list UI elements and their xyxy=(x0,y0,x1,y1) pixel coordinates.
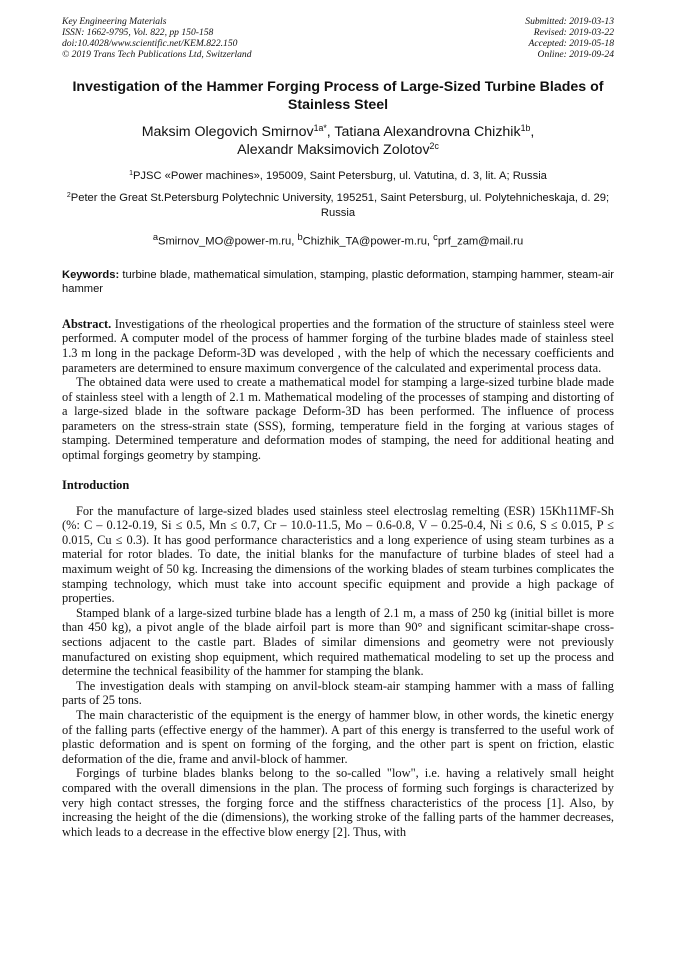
journal-info xyxy=(62,16,252,60)
author-name: Alexandr Maksimovich Zolotov xyxy=(237,142,430,158)
author-affiliation-mark: 1a* xyxy=(313,123,327,134)
email-mark: c xyxy=(433,232,438,242)
affiliation-mark: 1 xyxy=(129,170,133,178)
journal-name: Key Engineering Materials xyxy=(62,16,167,27)
abstract-paragraph xyxy=(62,317,614,375)
author-affiliation-mark: 2c xyxy=(429,141,439,152)
email-link[interactable]: Chizhik_TA@power-m.ru, xyxy=(302,235,434,248)
author-name: Tatiana Alexandrovna Chizhik xyxy=(334,124,521,140)
author-list xyxy=(62,123,614,159)
paper-page xyxy=(62,16,614,839)
body-paragraph: The investigation deals with stamping on anvil-block steam-air stamping hammer with a mass of falling parts of 25 tons. xyxy=(62,678,614,708)
section-heading-introduction: Introduction xyxy=(62,477,130,492)
affiliation-text: PJSC «Power machines», 195009, Saint Petersburg, ul. Vatutina, d. 3, lit. A; Russia xyxy=(132,170,547,182)
body-paragraph: The main characteristic of the equipment is the energy of hammer blow, in other words, the kinetic energy of the falling parts (effective energy of the hammer). A part of this energy is transferred to the useful work of plastic deformation and is spent on forming of the forging, and the other part is spent on friction, elastic deformation of the die, frame and anvil-block of hammer. xyxy=(62,707,614,766)
abstract-paragraph: The obtained data were used to create a mathematical model for stamping a large-sized turbine blade made of stainless steel with a length of 2.1 m. Mathematical modeling of the processes of stamping and distorting of a large-sized blade in the software package Deform-3D has been performed. The influence of process parameters on the stress-strain state (SSS), forming, temperature field in the forging at various stages of stamping. Determined temperature and deformation modes of stamping, the need for additional heating and optimal forgings geometry by stamping. xyxy=(62,375,614,463)
journal-doi: doi:10.4028/www.scientific.net/KEM.822.150 xyxy=(62,38,238,49)
journal-copyright: © 2019 Trans Tech Publications Ltd, Switzerland xyxy=(62,49,252,60)
author-name: Maksim Olegovich Smirnov xyxy=(141,124,314,140)
author-affiliation-mark: 1b xyxy=(520,123,531,134)
paper-title: Investigation of the Hammer Forging Process of Large-Sized Turbine Blades of Stainless Steel xyxy=(72,79,604,113)
email-mark: a xyxy=(152,232,159,242)
body-paragraph: For the manufacture of large-sized blades used stainless steel electroslag remelting (ESR) 15Kh11MF-Sh (%: C – 0.12-0.19, Si ≤ 0.5, Mn ≤ 0.7, Cr – 10.0-11.5, Mo – 0.6-0.8, V – 0.25-0.4, Ni ≤ 0.6, S ≤ 0.015, P ≤ 0.015, Cu ≤ 0.3). It has good performance characteristics and a long experience of using steam turbines as a material for rotor blades. To date, the initial blanks for the manufacture of turbine blades of steel had a maximum weight of 50 kg. Increasing the dimensions of the working blades of steam turbines complicates the stamping technology, which must take into account specific equipment and provide a high package of properties. xyxy=(62,503,614,606)
email-link[interactable]: prf_zam@mail.ru xyxy=(437,235,524,248)
date-online: Online: 2019-09-24 xyxy=(537,49,614,60)
email-link[interactable]: Smirnov_MO@power-m.ru, xyxy=(158,235,298,248)
author-emails xyxy=(62,230,614,250)
keywords xyxy=(62,268,614,296)
body-paragraph: Stamped blank of a large-sized turbine blade has a length of 2.1 m, a mass of 250 kg (initial billet is more than 450 kg), a pivot angle of the blade airfoil part is more than 90° and significant scimitar-shape cross-sections adjacent to the castle part. Blades of similar dimensions and geometry were not previously manufactured on existing shop equipment, which required mathematical modeling to set up the process and determine the technical feasibility of the hammer for stamping the blank. xyxy=(62,605,614,679)
date-submitted: Submitted: 2019-03-13 xyxy=(525,16,614,27)
email-mark: b xyxy=(297,232,303,242)
keywords-label: Keywords: xyxy=(62,268,120,281)
affiliation xyxy=(62,191,614,221)
abstract-label: Abstract. xyxy=(62,316,112,331)
abstract-text: Investigations of the rheological properties and the formation of the structure of stainless steel were performed. A computer model of the process of hammer forging of the turbine blades made of stainless steel 1.3 m long in the package Deform-3D was developed , with the help of which the necessary coefficients and parameters are determined to ensure maximum convergence of the calculated and experimental process data. xyxy=(62,316,614,375)
date-revised: Revised: 2019-03-22 xyxy=(533,27,614,38)
body-paragraph: Forgings of turbine blades blanks belong to the so-called "low", i.e. having a relatively small height compared with the overall dimensions in the plan. The process of forming such forgings is characterized by very high contact stresses, the forging force and the stiffness characteristics of the process [1]. Also, by increasing the height of the die (dimensions), the working stroke of the falling parts of the hammer decreases, which leads to a decrease in the effective blow energy [2]. Thus, with xyxy=(62,766,614,839)
author-separator: , xyxy=(530,124,535,140)
publication-dates xyxy=(525,16,614,60)
author-separator: , xyxy=(326,124,335,140)
journal-issn: ISSN: 1662-9795, Vol. 822, pp 150-158 xyxy=(62,27,214,38)
abstract xyxy=(62,317,614,463)
journal-header xyxy=(62,16,614,60)
date-accepted: Accepted: 2019-05-18 xyxy=(528,38,614,49)
keywords-text: turbine blade, mathematical simulation, stamping, plastic deformation, stamping hammer, steam-air hammer xyxy=(62,268,614,295)
affiliation-mark: 2 xyxy=(66,192,71,200)
affiliation xyxy=(62,169,614,184)
introduction-body xyxy=(62,504,614,840)
affiliation-text: Peter the Great St.Petersburg Polytechnic University, 195251, Saint Petersburg, ul. Polytehnicheskaja, d. 29; Russia xyxy=(70,192,610,219)
